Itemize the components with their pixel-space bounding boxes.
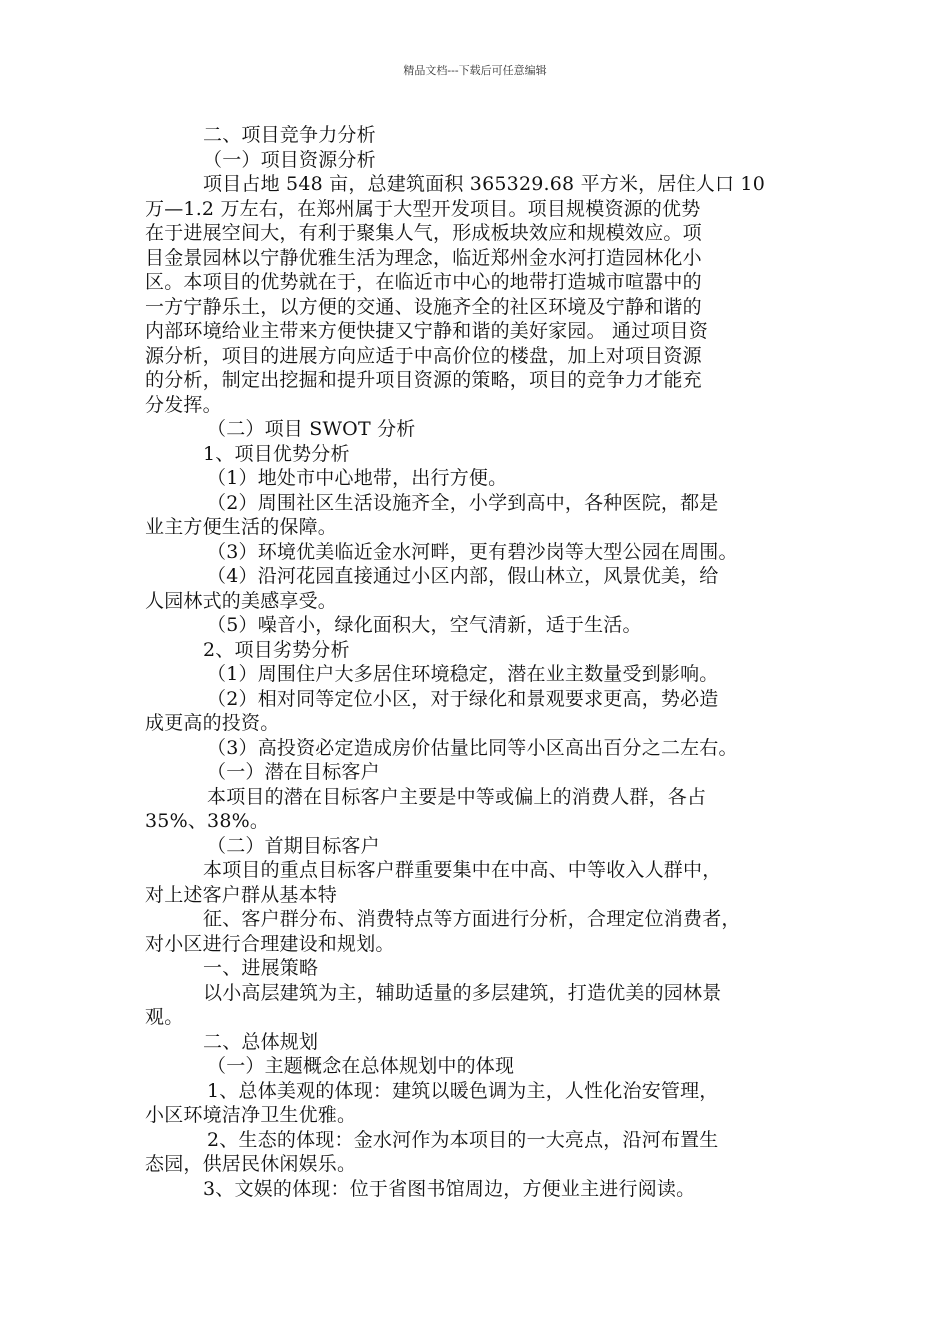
text-line: 3、文娱的体现：位于省图书馆周边，方便业主进行阅读。 xyxy=(203,1177,696,1200)
text-line: （一）潜在目标客户 xyxy=(207,761,380,783)
text-line: 二、项目竞争力分析 xyxy=(203,124,376,146)
text-line: 征、客户群分布、消费特点等方面进行分析，合理定位消费者， xyxy=(203,908,741,930)
text-line: （2）相对同等定位小区，对于绿化和景观要求更高，势必造 xyxy=(207,687,719,710)
text-line: （二）首期目标客户 xyxy=(207,834,380,857)
text-line: 以小高层建筑为主，辅助适量的多层建筑，打造优美的园林景 xyxy=(203,981,722,1004)
text-line: 本项目的潜在目标客户主要是中等或偏上的消费人群，各占 xyxy=(207,785,707,808)
text-line: （1）地处市中心地带，出行方便。 xyxy=(207,467,508,489)
page-header: 精品文档---下载后可任意编辑 xyxy=(403,64,547,77)
text-line: 源分析，项目的进展方向应适于中高价位的楼盘，加上对项目资源 xyxy=(145,344,702,367)
text-line: 业主方便生活的保障。 xyxy=(145,516,338,538)
text-line: 小区环境洁净卫生优雅。 xyxy=(145,1104,357,1126)
text-line: 成更高的投资。 xyxy=(145,712,280,734)
text-line: 分发挥。 xyxy=(145,393,222,416)
text-line: 二、总体规划 xyxy=(203,1030,319,1053)
text-line: 在于进展空间大，有利于聚集人气，形成板块效应和规模效应。项 xyxy=(145,222,702,244)
text-line: （1）周围住户大多居住环境稳定，潜在业主数量受到影响。 xyxy=(207,663,719,685)
text-line: 对上述客户群从基本特 xyxy=(145,883,338,906)
text-line: 1、项目优势分析 xyxy=(203,442,350,465)
text-line: （3）环境优美临近金水河畔，更有碧沙岗等大型公园在周围。 xyxy=(207,540,738,563)
text-line: （一）项目资源分析 xyxy=(203,148,376,171)
text-line: 区。本项目的优势就在于，在临近市中心的地带打造城市喧嚣中的 xyxy=(145,271,702,293)
text-line: 内部环境给业主带来方便快捷又宁静和谐的美好家园。 通过项目资 xyxy=(145,320,709,342)
text-line: 一方宁静乐土，以方便的交通、设施齐全的社区环境及宁静和谐的 xyxy=(145,295,702,318)
text-line: 人园林式的美感享受。 xyxy=(145,589,338,612)
text-line: （3）高投资必定造成房价估量比同等小区高出百分之二左右。 xyxy=(207,736,738,759)
text-line: 万—1.2 万左右，在郑州属于大型开发项目。项目规模资源的优势 xyxy=(145,197,701,220)
text-line: 本项目的重点目标客户群重要集中在中高、中等收入人群中， xyxy=(203,859,722,881)
text-line: 2、项目劣势分析 xyxy=(203,638,350,661)
text-line: 一、进展策略 xyxy=(203,957,319,979)
text-line: 的分析，制定出挖掘和提升项目资源的策略，项目的竞争力才能充 xyxy=(145,369,702,391)
text-line: 目金景园林以宁静优雅生活为理念，临近郑州金水河打造园林化小 xyxy=(145,246,702,269)
text-line: （2）周围社区生活设施齐全，小学到高中，各种医院，都是 xyxy=(207,491,719,514)
text-line: 项目占地 548 亩，总建筑面积 365329.68 平方米，居住人口 10 xyxy=(203,173,765,195)
text-line: 观。 xyxy=(145,1006,184,1028)
text-line: 2、生态的体现：金水河作为本项目的一大亮点，沿河布置生 xyxy=(207,1128,719,1151)
text-line: （5）噪音小，绿化面积大，空气清新，适于生活。 xyxy=(207,614,642,636)
document-body xyxy=(145,123,810,1201)
text-line: （一）主题概念在总体规划中的体现 xyxy=(207,1055,515,1077)
text-line: 1、总体美观的体现：建筑以暖色调为主，人性化治安管理， xyxy=(207,1079,719,1102)
text-line: 态园，供居民休闲娱乐。 xyxy=(145,1153,357,1175)
text-line: （4）沿河花园直接通过小区内部，假山林立，风景优美，给 xyxy=(207,565,719,587)
text-line: 对小区进行合理建设和规划。 xyxy=(145,932,395,955)
text-line: 35%、38%。 xyxy=(145,810,270,832)
text-line: （二）项目 SWOT 分析 xyxy=(207,418,416,440)
